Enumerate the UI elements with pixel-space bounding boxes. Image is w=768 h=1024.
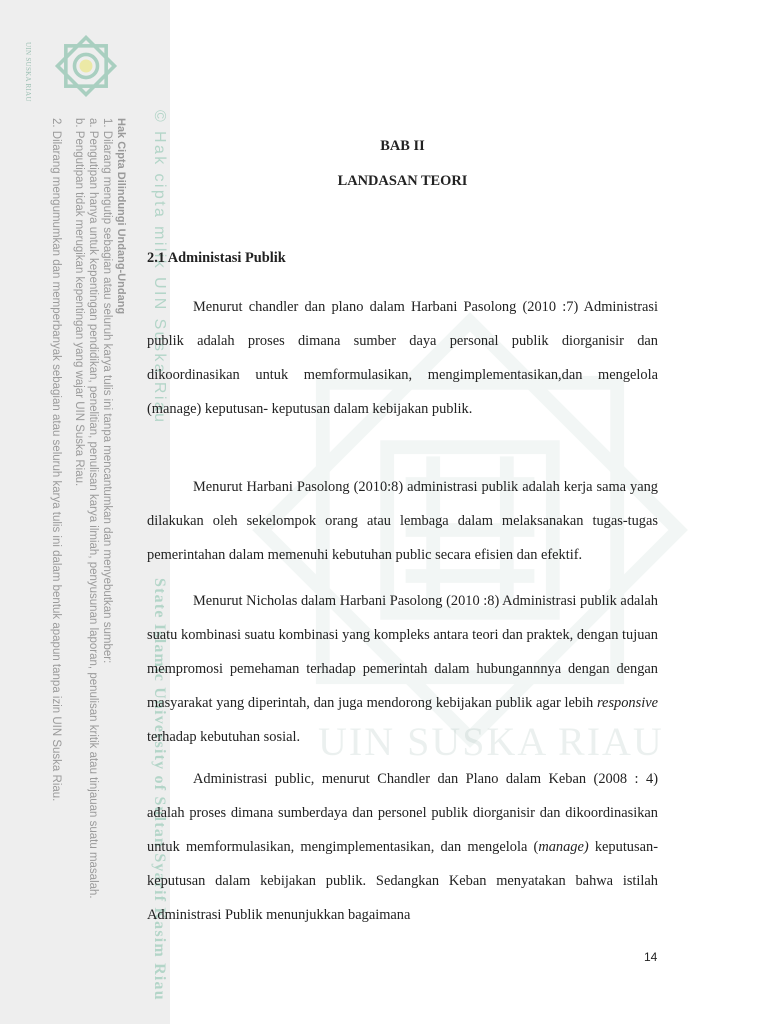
logo-caption: UIN SUSKA RIAU: [24, 42, 32, 102]
university-logo-icon: [50, 30, 122, 102]
paragraph-3: [147, 584, 658, 754]
copyright-rule-1a: a. Pengutipan hanya untuk kepentingan pendidikan, penelitian, penulisan karya ilmiah, penyusunan laporan, penulisan kritik atau tinjauan suatu masalah.: [87, 118, 99, 899]
paragraph-4: [147, 762, 658, 932]
page-number: 14: [644, 950, 658, 964]
copyright-owner-vertical: © Hak cipta milik UIN Suska Riau: [151, 110, 168, 425]
copyright-rule-2: 2. Dilarang mengumumkan dan memperbanyak sebagian atau seluruh karya tulis ini dalam bentuk apapun tanpa izin UIN Suska Riau.: [50, 118, 62, 802]
section-heading: 2.1 Administasi Publik: [147, 250, 286, 266]
chapter-title: LANDASAN TEORI: [337, 173, 468, 189]
paragraph-3-emphasis: responsive: [596, 695, 658, 711]
watermark-text: UIN SUSKA RIAU: [318, 719, 664, 764]
paragraph-4-emphasis: manage): [538, 839, 589, 855]
paragraph-3-text-a: Menurut Nicholas dalam Harbani Pasolong (2010 :8) Administrasi publik adalah suatu kombinasi suatu kombinasi yang kompleks antara teori dan praktek, dengan tujuan mempromosi pemehaman terhadap pemerintah dalam hubungannnya dengan dengan masyarakat yang diperintah, dan juga mendorong kebijakan publik agar lebih: [147, 593, 658, 711]
copyright-sidebar: [0, 0, 170, 1024]
copyright-rule-1: 1. Dilarang mengutip sebagian atau seluruh karya tulis ini tanpa mencantumkan dan menyebutkan sumber:: [101, 118, 113, 664]
paragraph-4-text-a: Administrasi public, menurut Chandler dan Plano dalam Keban (2008 : 4) adalah proses dimana sumberdaya dan personel publik diorganisir dan dikoordinasikan untuk memformulasikan, mengimplementasikan, dan mengelola (: [147, 771, 658, 855]
paragraph-2-text: Menurut Harbani Pasolong (2010:8) administrasi publik adalah kerja sama yang dilakukan oleh sekelompok orang atau lembaga dalam melaksanakan tugas-tugas pemerintahan dalam memenuhi kebutuhan public secara efisien dan efektif.: [147, 479, 658, 563]
university-name-vertical: State Islamic University of Sultan Syarif Kasim Riau: [151, 578, 168, 1001]
copyright-notice-title: Hak Cipta Dilindungi Undang-Undang: [115, 118, 127, 315]
paragraph-4-text-b: keputusan-keputusan dalam kebijakan publik. Sedangkan Keban menyatakan bahwa istilah Administrasi Publik menunjukkan bagaimana: [147, 839, 658, 923]
paragraph-2: [147, 470, 658, 572]
chapter-heading: BAB II: [380, 138, 425, 154]
paragraph-3-text-b: terhadap kebutuhan sosial.: [147, 729, 301, 745]
paragraph-1: [147, 290, 658, 426]
paragraph-1-text: Menurut chandler dan plano dalam Harbani Pasolong (2010 :7) Administrasi publik adalah proses dimana sumber daya personal publik diorganisir dan dikoordinasikan untuk memformulasikan, mengimplementasikan,dan mengelola (manage) keputusan- keputusan dalam kebijakan publik.: [147, 299, 658, 417]
copyright-rule-1b: b. Pengutipan tidak merugikan kepentingan yang wajar UIN Suska Riau.: [73, 118, 85, 487]
